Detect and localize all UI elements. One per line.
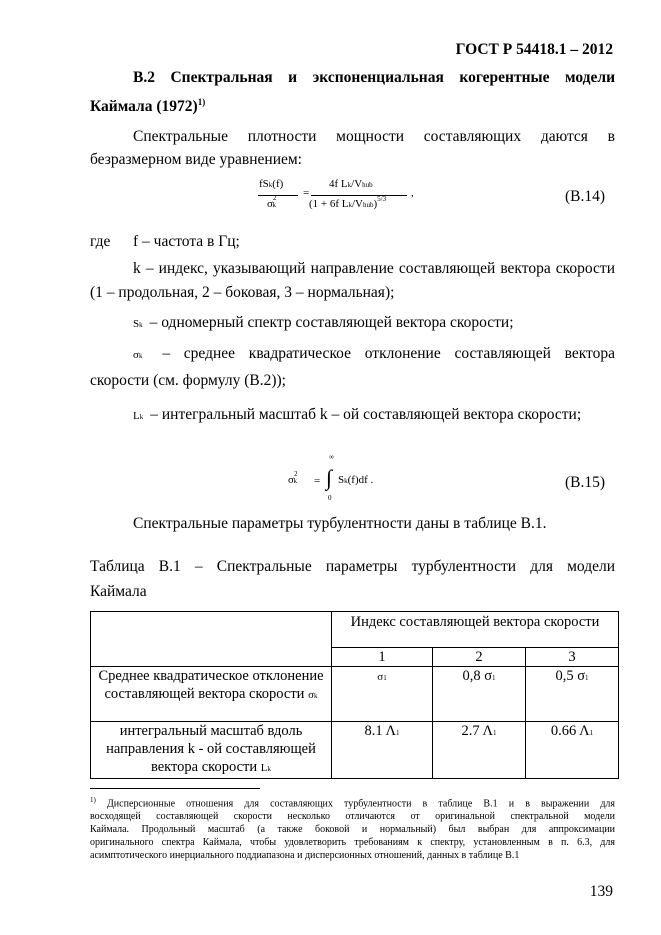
- formula-b15-equals: =: [314, 475, 321, 487]
- formula-rhs-denominator: (1 + 6f Lk/Vhub)$^{5/3}$: [309, 195, 387, 210]
- where-word: где: [90, 233, 111, 250]
- table-cell: 0,8 σ1: [433, 667, 526, 722]
- table-cell: 8.1 Λ1: [332, 722, 433, 779]
- symbol-l: L: [133, 410, 140, 422]
- formula-label-b15: (В.15): [565, 474, 606, 491]
- table-cell: 0.66 Λ1: [526, 722, 619, 779]
- table-cell: 0,5 σ1: [526, 667, 619, 722]
- integral-upper-limit: ∞: [329, 453, 334, 461]
- table-col-header: 2: [433, 648, 526, 667]
- formula-lhs-numerator: fSk(f): [259, 178, 284, 190]
- table-row-label: интегральный масштаб вдоль направления k - ой составляющей вектора скорости Lk: [91, 722, 332, 779]
- section-title-cont: Каймала $(1972)^{1)}$: [90, 97, 206, 116]
- formula-b15-lhs: $\sigma^2k$: [288, 470, 298, 486]
- formula-b15-integrand: Sk(f)df .: [338, 474, 374, 486]
- table-row: [91, 667, 619, 722]
- table-col-header: 1: [332, 648, 433, 667]
- table-row: [91, 722, 619, 779]
- footnote-ref: 1): [197, 97, 206, 107]
- formula-equals: =: [303, 187, 310, 199]
- kaimal-parameters-table: [90, 611, 619, 779]
- intro-line-1: Спектральные плотности мощности составляющих даются в: [133, 128, 615, 145]
- table-caption-cont: Каймала: [90, 583, 147, 600]
- def-s: Sk – одномерный спектр составляющей вектора скорости;: [133, 314, 514, 331]
- document-code: ГОСТ Р 54418.1 – 2012: [455, 41, 613, 58]
- section-title: В.2 Спектральная и экспоненциальная когерентные модели: [133, 69, 615, 86]
- table-header-group: Индекс составляющей вектора скорости: [332, 612, 619, 648]
- table-cell: 2.7 Λ1: [433, 722, 526, 779]
- intro-line-2: безразмерном виде уравнением:: [90, 151, 302, 168]
- table-col-header: 3: [526, 648, 619, 667]
- integral-sign: ∫: [326, 465, 333, 490]
- page-number: 139: [589, 883, 613, 900]
- table-row-label: Среднее квадратическое отклонение составляющей вектора скорости σk: [91, 667, 332, 722]
- formula-comma: ,: [411, 187, 414, 199]
- footnote-line: оригинального спектра Каймала, чтобы удовлетворить требованиям к спектру, установленным в п. 6.3, для: [90, 837, 615, 849]
- table-corner-cell: [91, 612, 332, 667]
- formula-b15: [286, 452, 416, 508]
- def-sigma-line-1: σk – среднее квадратическое отклонение составляющей вектора: [133, 345, 615, 362]
- footnote-line: Каймала. Продольный масштаб (а также боковой и нормальный) был выбран для аппроксимации: [90, 824, 615, 836]
- fraction-bar-right: [311, 195, 407, 196]
- formula-label-b14: (В.14): [565, 188, 606, 205]
- formula-rhs-numerator: 4f Lk/Vhub: [329, 178, 373, 190]
- symbol-s: S: [133, 318, 140, 330]
- footnote-line: восходящей составляющей скорости несколько отличаются от оригинальной спектральной модели: [90, 811, 615, 823]
- footnote: [90, 794, 615, 862]
- footnote-rule: [90, 788, 260, 789]
- formula-lhs-denominator: $\sigma^2k$: [267, 194, 277, 210]
- formula-b14: [255, 173, 425, 219]
- def-k-line-2: (1 – продольная, 2 – боковая, 3 – нормальная);: [90, 284, 395, 301]
- footnote-line: $^{1)}$ Дисперсионные отношения для составляющих турбулентности в таблице В.1 и в выражении для: [90, 796, 616, 810]
- def-f: f – частота в Гц;: [133, 233, 240, 250]
- def-l: Lk – интегральный масштаб k – ой составляющей вектора скорости;: [133, 406, 582, 423]
- params-sentence: Спектральные параметры турбулентности даны в таблице В.1.: [133, 515, 547, 532]
- def-sigma-line-2: скорости (см. формулу (В.2));: [90, 372, 286, 389]
- footnote-line: асимптотического инерциального поддиапазона и дисперсионных отношений, данных в таблице В.1: [90, 850, 520, 862]
- symbol-sigma: σ: [133, 349, 139, 361]
- def-k-line-1: k – индекс, указывающий направление составляющей вектора скорости: [133, 260, 615, 277]
- fraction-bar-left: [258, 195, 298, 196]
- integral-lower-limit: 0: [328, 494, 332, 502]
- table-caption: Таблица В.1 – Спектральные параметры турбулентности для модели: [90, 558, 615, 575]
- table-cell: σ1: [332, 667, 433, 722]
